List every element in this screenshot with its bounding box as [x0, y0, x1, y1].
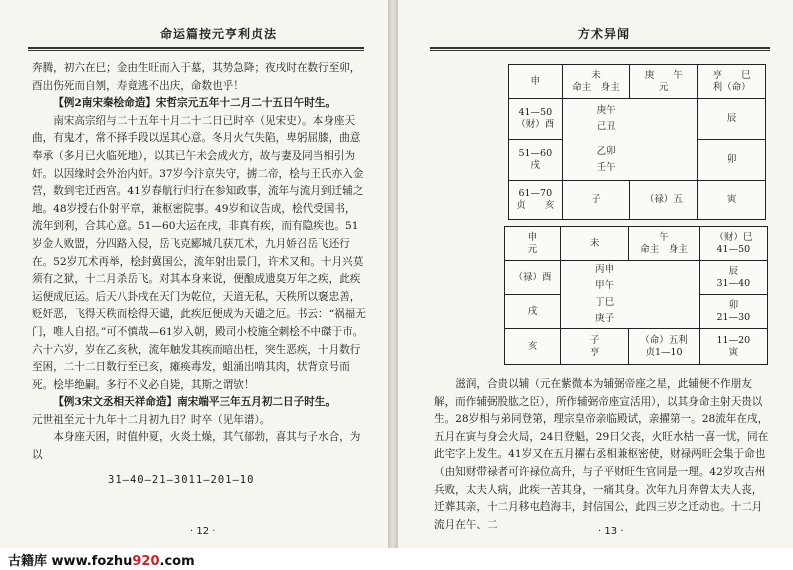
chart1-cell-wei: 未 命主 身主: [562, 65, 630, 99]
chart2-cell-zi: 子 亨: [561, 329, 629, 365]
left-paragraph-2: 南宋高宗绍与二十五年十月二十二日已时卒（见宋史）。本身座天曲，有鬼才，常不择手段以逞其心意。冬月火气失陷，卑躬屈膝，曲意奉承（多月已火临死地），以其已午未会成火方，故与妻及同当相引为奸。以因缘时会外治内奸。37岁今汴京失守，掳二帝，桧与王氏亦入金营，数到宅迁西宫。41岁春航行归行在参知政事，流年与流月到迁辅之地。48岁授右仆射平章，兼枢密院事。49岁和议告成，桧代受国书，流年到利，合其心意。51—60大运在戌，非真有疾，而有隐疾也。51岁金人败盟，分四路入侵，岳飞克郾城几获兀术，九月娇召岳飞还行在。52岁兀术再举，桧封冀国公，流年射出景门，许术又和。十月兴莫须有之狱，十二月杀岳飞。对其本身来说，便酿成遗臭万年之疾，此疾运便成厄运。后天八卦戌在天门为乾位，天道无私，天秩所以褒忠善，贬奸恶，飞得天秩而桧得天谴，此疾厄便成为天谴之厄。书云：“祸福无门，唯人自招。”可不慎哉—61岁入朝，殿司小校施全刺桧不中磔于市。六十六岁，岁在乙亥秋，流年触发其疾而暗出枉，突生恶疾，十月数行至困，二十二日数行至已亥，瘫痪毒发，蛆涌出啃其肉，状背京号而死。桧毕绝嗣。多行不义必自毙，其斯之谓欤！: [32, 114, 366, 391]
left-digit-sequence: 31—40—21—3011—201—10: [108, 474, 255, 486]
right-paragraph-1: 滋润，合贵以辅（元在紫微本为辅弼帝座之星，此辅便不作朋友解，而作辅弼股肱之臣），所作辅弼帝座宣活用），以其身命主射天贵以生。28岁相与弟同登第，理宗皇帝亲临殿试，亲擢第一。28流年在戌，五月在寅与身会火局，24日登魁，29日父丧，火旺水枯一喜一忧，同在此宅字上发生。41岁又在五月擢右丞相兼枢密使，财禄两旺会集于命也（由知财带禄者可许禄位高升，与子平财旺生官同是一理。42岁攻吉州兵败，太夫人病，此疾一苦其身，一痛其身。次年九月奔曾太夫人丧，迁葬其亲，十二月移屯趋海丰，封信国公，此四三岁之迁动也。十二月流月在午、二: [434, 378, 769, 531]
left-paragraph-4: 本身座天困，时值仲夏，火炎土燥，其气郁勃，喜其与子水合，为以: [32, 431, 361, 462]
chart2-cell-xu: 戌: [505, 295, 561, 329]
horoscope-chart-1: [508, 64, 766, 220]
left-page-number: · 12 ·: [190, 526, 216, 537]
chart1-cell-hai: 61—70 贞 亥: [509, 181, 563, 220]
chart1-cell-wu: 庚 午 元: [630, 65, 698, 99]
left-running-header: 命运篇按元亨利贞法: [160, 27, 278, 41]
right-page: [398, 0, 793, 548]
footer-bar: [0, 548, 793, 570]
chart1-cell-si: 亨 巳 利（命）: [698, 65, 766, 99]
chart1-cell-mao: 卯: [698, 140, 766, 181]
chart2-pillars-bottom: 丁巳 庚子: [595, 297, 615, 325]
left-body-text: [32, 60, 366, 465]
left-paragraph-1: 奔腾，初六在巳；金由生旺而入于墓，其势急降；夜戌时在数行至卯，酉出伤死而自刎，寿竟逃不出庆，命数也乎！: [32, 62, 361, 92]
chart2-cell-yin: 11—20 寅: [699, 329, 767, 365]
right-header-rule: [430, 47, 770, 51]
left-page: [0, 0, 388, 548]
chart1-cell-shen: 申: [509, 65, 563, 99]
left-header-rule: [28, 47, 364, 51]
book-gutter: [388, 0, 398, 548]
watermark: [8, 550, 195, 569]
chart1-cell-chou: （禄）五: [630, 181, 698, 220]
horoscope-chart-2: [504, 226, 768, 365]
watermark-url-prefix: www.fozhu: [51, 554, 133, 569]
chart2-cell-si: （财）巳 41—50: [699, 227, 767, 261]
chart2-cell-chou: （命）五利 贞1—10: [629, 329, 699, 365]
chart2-cell-you: （禄）酉: [505, 261, 561, 295]
chart1-cell-xu: 51—60 戌: [509, 140, 563, 181]
watermark-chinese: 古籍库: [8, 554, 48, 569]
left-example-2-heading: 【例2南宋秦桧命造】宋哲宗元五年十二月二十五日午时生。: [53, 97, 336, 110]
right-page-number: · 13 ·: [598, 526, 624, 537]
chart1-cell-yin: 寅: [698, 181, 766, 220]
right-body-text: [434, 376, 772, 534]
chart2-cell-chen: 辰 31—40: [699, 261, 767, 295]
left-example-3-heading: 【例3宋文丞相天祥命造】南宋端平三年五月初二日子时生。: [53, 396, 336, 409]
chart1-cell-zi: 子: [562, 181, 630, 220]
chart1-cell-you: 41—50 （财）酉: [509, 99, 563, 140]
watermark-url-number: 920: [132, 554, 160, 569]
chart2-cell-hai: 亥: [505, 329, 561, 365]
chart2-cell-wu: 午 命主 身主: [629, 227, 699, 261]
right-running-header: 方术异闻: [578, 27, 631, 41]
watermark-url-suffix: .com: [159, 554, 195, 569]
chart2-pillars-top: 丙申 甲午: [595, 263, 615, 291]
chart2-cell-mao: 卯 21—30: [699, 295, 767, 329]
chart2-cell-shen: 申 元: [505, 227, 561, 261]
chart1-pillars-top: 庚午 己丑: [596, 105, 616, 133]
chart2-cell-wei: 未: [561, 227, 629, 261]
chart1-pillars-bottom: 乙卯 壬午: [596, 145, 616, 173]
left-paragraph-3: 元世祖至元十九年十二月初九日？时卒（见年谱）。: [32, 413, 271, 426]
chart1-cell-chen: 辰: [698, 99, 766, 140]
